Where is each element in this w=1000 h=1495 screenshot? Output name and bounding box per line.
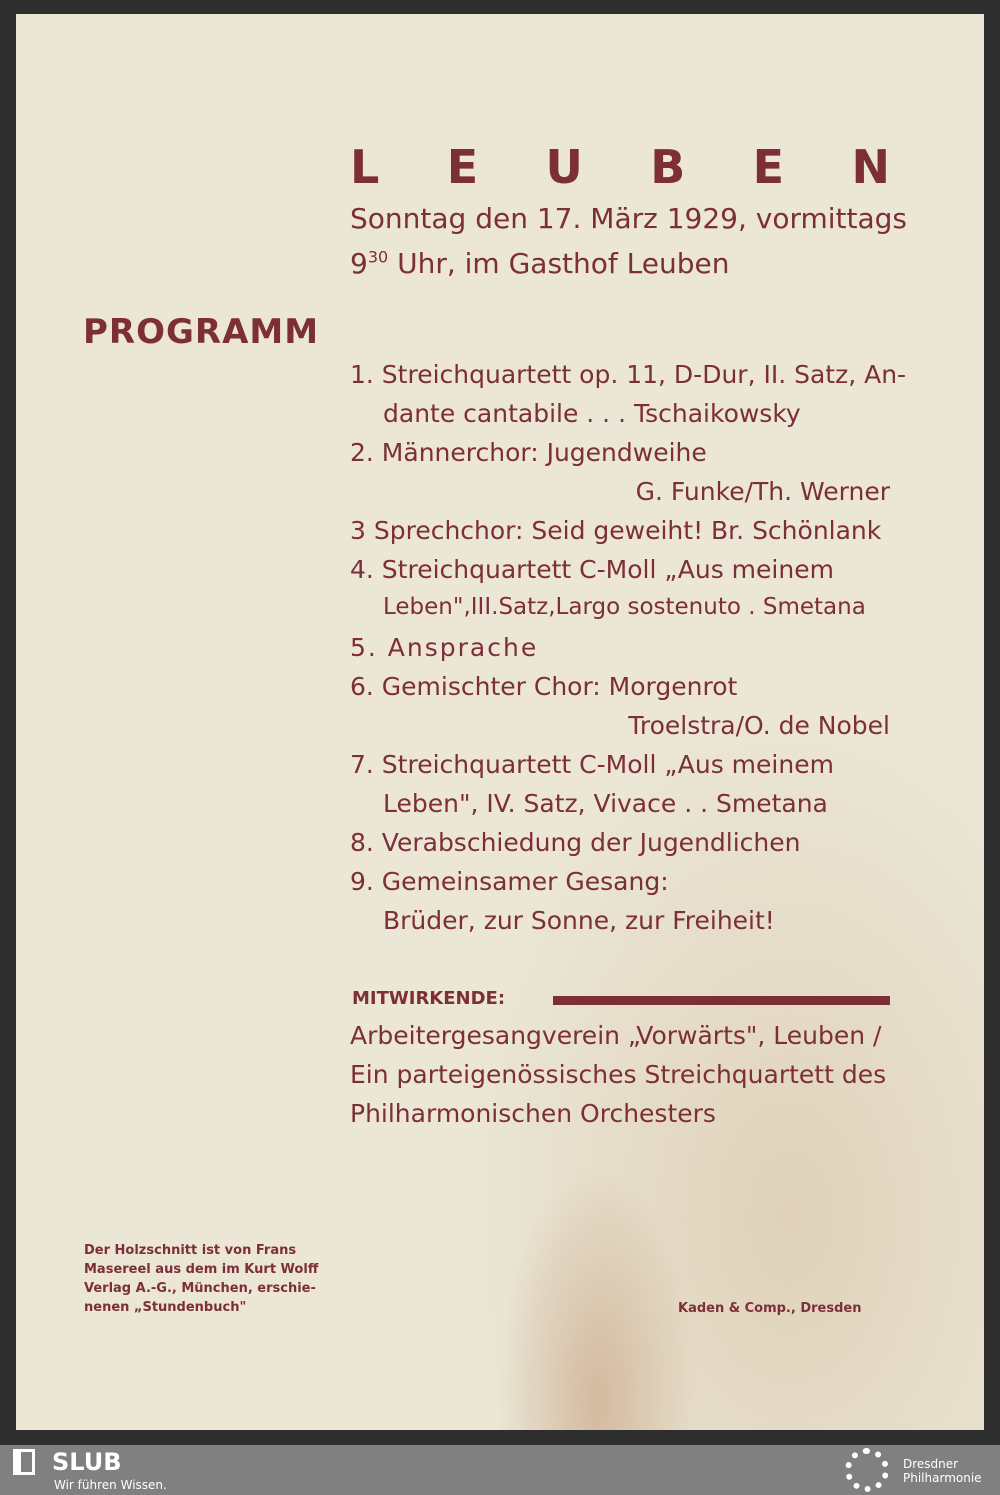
book-icon [13, 1449, 35, 1475]
performers-heading: MITWIRKENDE: [352, 988, 506, 1009]
program-line: 2. Männerchor: Jugendweihe [350, 438, 707, 467]
program-line: dante cantabile . . . Tschaikowsky [383, 399, 801, 428]
title-letter: E [446, 140, 479, 194]
time-location: Uhr, im Gasthof Leuben [388, 247, 730, 280]
partner-line: Dresdner [903, 1457, 959, 1471]
program-line: 8. Verabschiedung der Jugendlichen [350, 828, 801, 857]
title-letter: E [752, 140, 785, 194]
program-line: 7. Streichquartett C-Moll „Aus meinem [350, 750, 834, 779]
time-hour: 9 [350, 247, 368, 280]
program-line: Troelstra/O. de Nobel [628, 711, 890, 740]
program-line: Leben", IV. Satz, Vivace . . Smetana [383, 789, 828, 818]
title-letter: N [851, 140, 890, 194]
slub-tagline: Wir führen Wissen. [54, 1478, 167, 1492]
bottom-bar [0, 1445, 1000, 1495]
title-letter: U [545, 140, 583, 194]
philharmonie-logo-icon [845, 1448, 889, 1492]
program-line: 5. Ansprache [350, 633, 539, 662]
time-minutes: 30 [367, 247, 389, 267]
credit-line: Masereel aus dem im Kurt Wolff [84, 1262, 319, 1277]
heading-rule [553, 996, 890, 1005]
credit-line: Verlag A.-G., München, erschie- [84, 1281, 316, 1296]
program-line: Leben",III.Satz,Largo sostenuto . Smetana [383, 594, 866, 620]
program-heading: PROGRAMM [83, 312, 320, 352]
slub-logo[interactable]: SLUB [52, 1448, 122, 1476]
program-line: 6. Gemischter Chor: Morgenrot [350, 672, 738, 701]
program-line: 1. Streichquartett op. 11, D-Dur, II. Satz, An- [350, 360, 907, 389]
performers-line: Philharmonischen Orchesters [350, 1099, 716, 1128]
date-line: Sonntag den 17. März 1929, vormittags [350, 202, 908, 235]
title-letter: B [650, 140, 686, 194]
performers-line: Arbeitergesangverein „Vorwärts", Leuben / [350, 1021, 882, 1050]
program-line: Brüder, zur Sonne, zur Freiheit! [383, 906, 775, 935]
partner-name[interactable] [903, 1457, 982, 1485]
title [350, 140, 890, 194]
time-line [350, 247, 729, 280]
program-line: 9. Gemeinsamer Gesang: [350, 867, 669, 896]
credit-line: nenen „Stundenbuch" [84, 1300, 247, 1315]
program-line: 4. Streichquartett C-Moll „Aus meinem [350, 555, 834, 584]
printer-credit: Kaden & Comp., Dresden [678, 1301, 862, 1316]
credit-line: Der Holzschnitt ist von Frans [84, 1243, 297, 1258]
title-letter: L [350, 140, 380, 194]
program-line: 3 Sprechchor: Seid geweiht! Br. Schönlank [350, 516, 882, 545]
woodcut-credit [84, 1241, 318, 1317]
program-line: G. Funke/Th. Werner [635, 477, 890, 506]
partner-line: Philharmonie [903, 1471, 982, 1485]
performers-line: Ein parteigenössisches Streichquartett des [350, 1060, 887, 1089]
